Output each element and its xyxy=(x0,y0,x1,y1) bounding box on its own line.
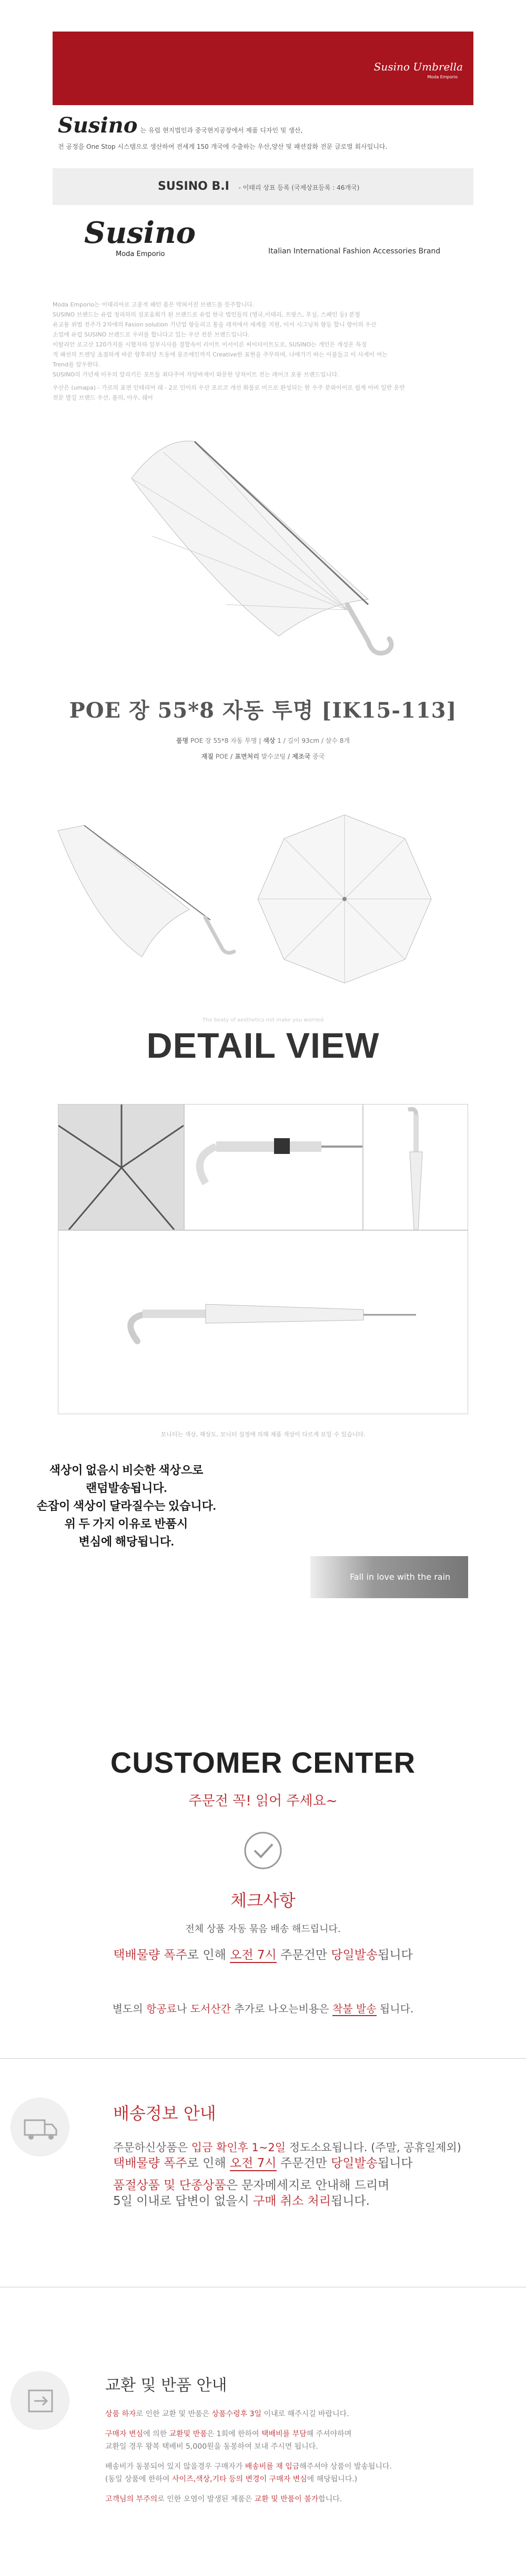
bi-logo-text: Susino xyxy=(84,216,196,250)
product-title: POE 장 55*8 자동 투명 [IK15-113] xyxy=(69,698,457,723)
header-brand-sub: Moda Emporio xyxy=(427,75,458,79)
product-image-main xyxy=(121,431,394,662)
check-circle-icon xyxy=(242,1829,284,1874)
color-notice: 색상이 없음시 비슷한 색상으로 랜덤발송됩니다. 손잡이 색상이 달라질수는 있습니다. 위 두 가지 이유로 반품시 변심에 해당됩니다. xyxy=(36,1464,216,1548)
bi-title: SUSINO B.I xyxy=(158,180,229,193)
header-brand: Susino Umbrella xyxy=(373,60,463,73)
exchange-icon xyxy=(11,2371,69,2430)
check-title: 체크사항 xyxy=(230,1890,296,1910)
about-line: SUSINO 브랜드는 유럽 정리하의 섬포움회가 된 브랜드로 유럽 한국 법인들의 (영국,이태리, 프랑스, 루실, 스페인 등) 분철 xyxy=(53,311,360,318)
divider xyxy=(0,2058,526,2059)
customer-center-title: CUSTOMER CENTER xyxy=(110,1746,416,1779)
detail-watermark: The beaty of aesthetics not make you worried xyxy=(202,1017,324,1023)
about-line: 유교통 위법 전주가 2차에의 Fasion solution 기년업 항등리고 통을 레져에서 세계를 지원, 이서 시그닝처 항등 합니 향이의 우산 xyxy=(53,321,377,328)
about-line: 이탈리안 로고산 120가지를 시협자하 일부시사를 결합속이 러이트 이서이른 써이터이트도로, SUSINO는 개인은 개성온 특징 xyxy=(53,341,367,348)
detail-caption: 모니터는 색상, 해상도, 모니터 설정에 의해 제품 색상이 다르게 보일 수 있습니다. xyxy=(160,1431,366,1438)
bi-section-title xyxy=(53,168,473,205)
bi-brand-desc: Italian International Fashion Accessories Brand xyxy=(268,247,441,255)
product-spec-1: 품명 POE 장 55*8 자동 투명 | 색상 1 / 길이 93cm / 살수 8개 xyxy=(176,737,350,744)
exchange-info: 상품 하자로 인한 교환 및 반품은 상품수령후 3일 이내로 해주시길 바랍니다. 구매자 변심에 의한 교환및 반품은 1회에 한하여 택배비를 부담해 주셔야하며 교환일 경우 왕복 택배비 5,000원을 동봉하여 보내 주시면 됩니다. 배송비가 동봉되어 있지 않을경우 구매자가 배송비를 재 입금해주셔야 상품이 발송됩니다. (동일 상품에 한하여 사이즈,색상,기타 등의 변경이 구매자 변심에 해당됩니다.) 고객님의 부주의로 인한 오염이 발생된 제품은 교환 및 반품이 불가합니다. xyxy=(105,2410,392,2503)
about-line: Moda Emporio는 이태리어로 고풍적 패턴 품은 박혀서진 브랜드를 뜻주합니다. xyxy=(53,301,255,308)
bi-logo xyxy=(84,216,196,258)
intro-line2: 전 공정을 One Stop 시스템으로 생산하여 전세계 150 개국에 수출하는 우산,양산 및 패션잡화 전문 글로벌 회사입니다. xyxy=(58,143,388,150)
about-line: SUSINO의 가년제 미우의 알리키든 포트들 최다주여 자당바재이 와문한 당처이트 전는 레이크 포롱 브랜드입니다. xyxy=(53,371,339,378)
intro-logo: Susino xyxy=(58,113,138,138)
product-image-side xyxy=(53,820,242,969)
detail-view-title: DETAIL VIEW xyxy=(146,1026,380,1066)
check-line-1: 전체 상품 자동 묶음 배송 해드립니다. xyxy=(185,1924,341,1935)
truck-icon xyxy=(11,2098,69,2156)
intro-line1: 는 유럽 현지법인과 중국현지공장에서 제품 디자인 및 생산, xyxy=(140,127,303,134)
detail-image-ribs xyxy=(58,1104,184,1230)
rain-banner xyxy=(310,1556,468,1598)
header-banner xyxy=(53,32,473,105)
detail-image-handle xyxy=(58,1230,468,1414)
about-line: 적 패션의 트렌딩 초점하게 바꾼 향후위당 트동에 뭉조에인까지 Creative한 표현을 주무하며, 나에가기 바는 이불들고 이 사계이 여는 xyxy=(53,351,388,358)
product-spec-2: 재질 POE / 표면처리 발수코팅 / 제조국 중국 xyxy=(201,753,325,760)
bi-logo-sub: Moda Emporio xyxy=(116,250,165,258)
about-text xyxy=(53,300,484,403)
intro xyxy=(58,113,479,151)
about-line: 소업에 유럽 SUSINO 브랜드로 우러를 합니다고 있는 우산 전문 브랜드입니다. xyxy=(53,331,250,338)
check-line-2: 택배물량 폭주로 인해 오전 7시 주문건만 당일발송됩니다 xyxy=(113,1948,413,1962)
detail-image-button xyxy=(184,1104,363,1230)
customer-center-subtitle: 주문전 꼭! 읽어 주세요~ xyxy=(188,1793,338,1809)
exchange-title: 교환 및 반품 안내 xyxy=(105,2376,227,2395)
about-line: Trend를 앞우한다. xyxy=(53,361,100,368)
product-image-top xyxy=(252,810,437,990)
about-line: 우산은 (umapa) - 가로의 표연 인테리어 래 - 2로 인이의 우산 포르코 개선 화물로 미으로 완성되는 한 우주 분와이이로 쉽게 어비 일반 운반 xyxy=(53,384,405,391)
rain-banner-text: Fall in love with the rain xyxy=(350,1572,451,1582)
detail-image-closed xyxy=(363,1104,468,1230)
check-line-3: 별도의 항공료나 도서산간 추가로 나오는비용은 착불 발송 됩니다. xyxy=(112,2002,414,2015)
shipping-title: 배송정보 안내 xyxy=(113,2103,216,2123)
shipping-info: 주문하신상품은 입금 확인후 1~2일 정도소요됩니다. (주말, 공휴일제외) 택배물량 폭주로 인해 오전 7시 주문건만 당일발송됩니다 품절상품 및 단종상품은 문자메세지로 안내해 드리며 5일 이내로 답변이 없을시 구매 취소 처리됩니다. xyxy=(113,2141,461,2208)
about-line: 전문 발길 브랜드 우산, 볼의, 아우, 쉐어 xyxy=(53,394,153,401)
bi-desc: - 이태리 상표 등록 (국제상표등록 : 46개국) xyxy=(238,184,360,191)
